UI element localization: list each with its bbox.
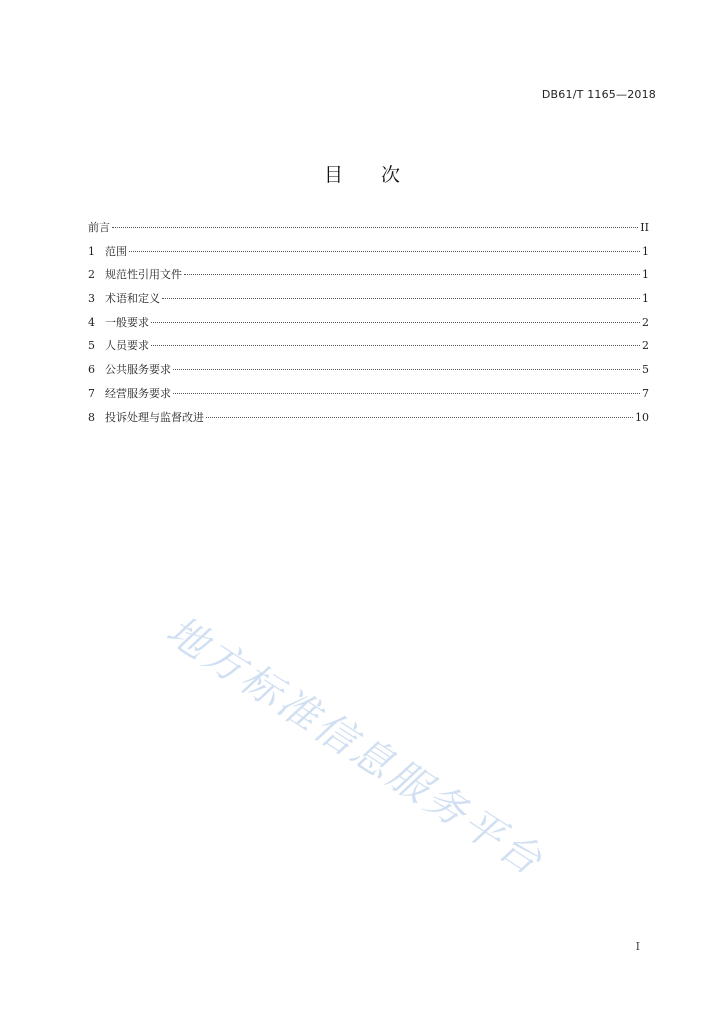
toc-label: 人员要求 [105,339,149,353]
toc-number: 7 [88,386,95,400]
standard-code: DB61/T 1165—2018 [541,88,656,101]
toc-leader-dots [184,274,640,275]
watermark: 地方标准信息服务平台 [158,607,553,886]
toc-entry-5[interactable] [88,337,649,361]
toc-number: 3 [88,292,95,306]
toc-leader-dots [151,322,640,323]
toc-label: 范围 [105,244,127,258]
table-of-contents [88,219,649,432]
toc-entry-3[interactable] [88,290,649,314]
toc-leader-dots [151,345,640,346]
toc-label: 一般要求 [105,315,149,329]
toc-number: 8 [88,410,95,424]
toc-page-number: II [640,221,649,234]
page-title [0,160,724,187]
toc-label: 术语和定义 [105,292,160,306]
title-char-2: 次 [381,164,401,186]
toc-page-number: 5 [642,363,649,377]
toc-label: 公共服务要求 [105,363,171,377]
toc-page-number: 10 [635,410,649,424]
toc-number: 4 [88,315,95,329]
toc-entry-1[interactable] [88,243,649,267]
toc-number: 1 [88,244,95,258]
toc-leader-dots [206,417,633,418]
toc-entry-4[interactable] [88,314,649,338]
toc-number: 6 [88,363,95,377]
toc-entry-2[interactable] [88,266,649,290]
title-char-1: 目 [323,164,343,186]
toc-label: 规范性引用文件 [105,268,182,282]
toc-leader-dots [162,298,640,299]
toc-entry-foreword[interactable] [88,219,649,243]
page-number: I [635,940,640,953]
toc-entry-7[interactable] [88,385,649,409]
toc-page-number: 1 [642,292,649,306]
toc-page-number: 2 [642,315,649,329]
toc-label: 投诉处理与监督改进 [105,410,204,424]
toc-label: 前言 [88,221,110,234]
toc-leader-dots [173,393,640,394]
toc-leader-dots [112,227,638,228]
toc-leader-dots [129,251,640,252]
toc-page-number: 7 [642,386,649,400]
toc-leader-dots [173,369,640,370]
toc-label: 经营服务要求 [105,386,171,400]
toc-entry-6[interactable] [88,361,649,385]
toc-number: 5 [88,339,95,353]
toc-entry-8[interactable] [88,409,649,433]
toc-number: 2 [88,268,95,282]
toc-page-number: 2 [642,339,649,353]
toc-page-number: 1 [642,268,649,282]
toc-page-number: 1 [642,244,649,258]
